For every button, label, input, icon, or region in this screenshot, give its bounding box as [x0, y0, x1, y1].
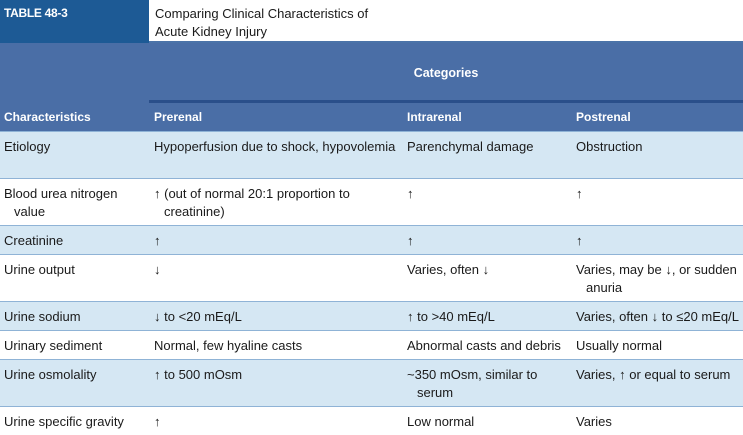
cell-characteristic: Urine output — [4, 262, 75, 277]
cell-postrenal: Usually normal — [576, 338, 662, 353]
cell-intrarenal: Low normal — [407, 414, 475, 429]
cell-prerenal: Hypoperfusion due to shock, hypovolemia — [154, 139, 396, 154]
cell-characteristic: Creatinine — [4, 233, 64, 248]
categories-divider — [149, 100, 743, 103]
cell-postrenal: ↑ — [576, 233, 583, 248]
cell-intrarenal: ↑ to >40 mEq/L — [407, 309, 495, 324]
cell-characteristic: Urine osmolality — [4, 367, 97, 382]
cell-prerenal: ↑ (out of normal 20:1 proportion to creatinine) — [154, 186, 350, 219]
cell-intrarenal: Varies, often ↓ — [407, 262, 490, 277]
cell-postrenal: ↑ — [576, 186, 583, 201]
table-header — [0, 43, 743, 131]
table-title-line-2: Acute Kidney Injury — [155, 24, 268, 39]
cell-prerenal: Normal, few hyaline casts — [154, 338, 303, 353]
cell-intrarenal: Abnormal casts and debris — [407, 338, 561, 353]
cell-characteristic: Blood urea nitrogen value — [4, 186, 118, 219]
cell-characteristic: Urinary sediment — [4, 338, 103, 353]
cell-postrenal: Obstruction — [576, 139, 643, 154]
table-row — [0, 301, 743, 330]
cell-postrenal: Varies, may be ↓, or sudden anuria — [576, 262, 737, 295]
column-header-intrarenal: Intrarenal — [407, 110, 462, 124]
table-body — [0, 131, 743, 435]
table-row — [0, 406, 743, 435]
cell-postrenal: Varies, often ↓ to ≤20 mEq/L — [576, 309, 739, 324]
column-header-postrenal: Postrenal — [576, 110, 631, 124]
table-row — [0, 359, 743, 406]
cell-characteristic: Urine sodium — [4, 309, 81, 324]
cell-postrenal: Varies — [576, 414, 612, 429]
table-row — [0, 254, 743, 301]
cell-characteristic: Urine specific gravity — [4, 414, 124, 429]
cell-prerenal: ↓ — [154, 262, 161, 277]
table-title-line-1: Comparing Clinical Characteristics of — [155, 6, 369, 21]
cell-prerenal: ↑ — [154, 233, 161, 248]
categories-header: Categories — [413, 66, 479, 80]
table-row — [0, 330, 743, 359]
table-label: TABLE 48-3 — [0, 0, 149, 43]
column-header-prerenal: Prerenal — [154, 110, 203, 124]
cell-prerenal: ↓ to <20 mEq/L — [154, 309, 242, 324]
cell-intrarenal: ↑ — [407, 233, 414, 248]
cell-characteristic: Etiology — [4, 139, 51, 154]
table-row — [0, 178, 743, 225]
cell-postrenal: Varies, ↑ or equal to serum — [576, 367, 731, 382]
column-header-characteristics: Characteristics — [4, 110, 91, 124]
table-row — [0, 225, 743, 254]
cell-intrarenal: Parenchymal damage — [407, 139, 534, 154]
cell-intrarenal: ↑ — [407, 186, 414, 201]
cell-prerenal: ↑ — [154, 414, 161, 429]
table-row — [0, 131, 743, 178]
cell-prerenal: ↑ to 500 mOsm — [154, 367, 243, 382]
cell-intrarenal: ~350 mOsm, similar to serum — [407, 367, 538, 400]
table-title-row — [0, 0, 743, 43]
table-title — [155, 5, 368, 41]
